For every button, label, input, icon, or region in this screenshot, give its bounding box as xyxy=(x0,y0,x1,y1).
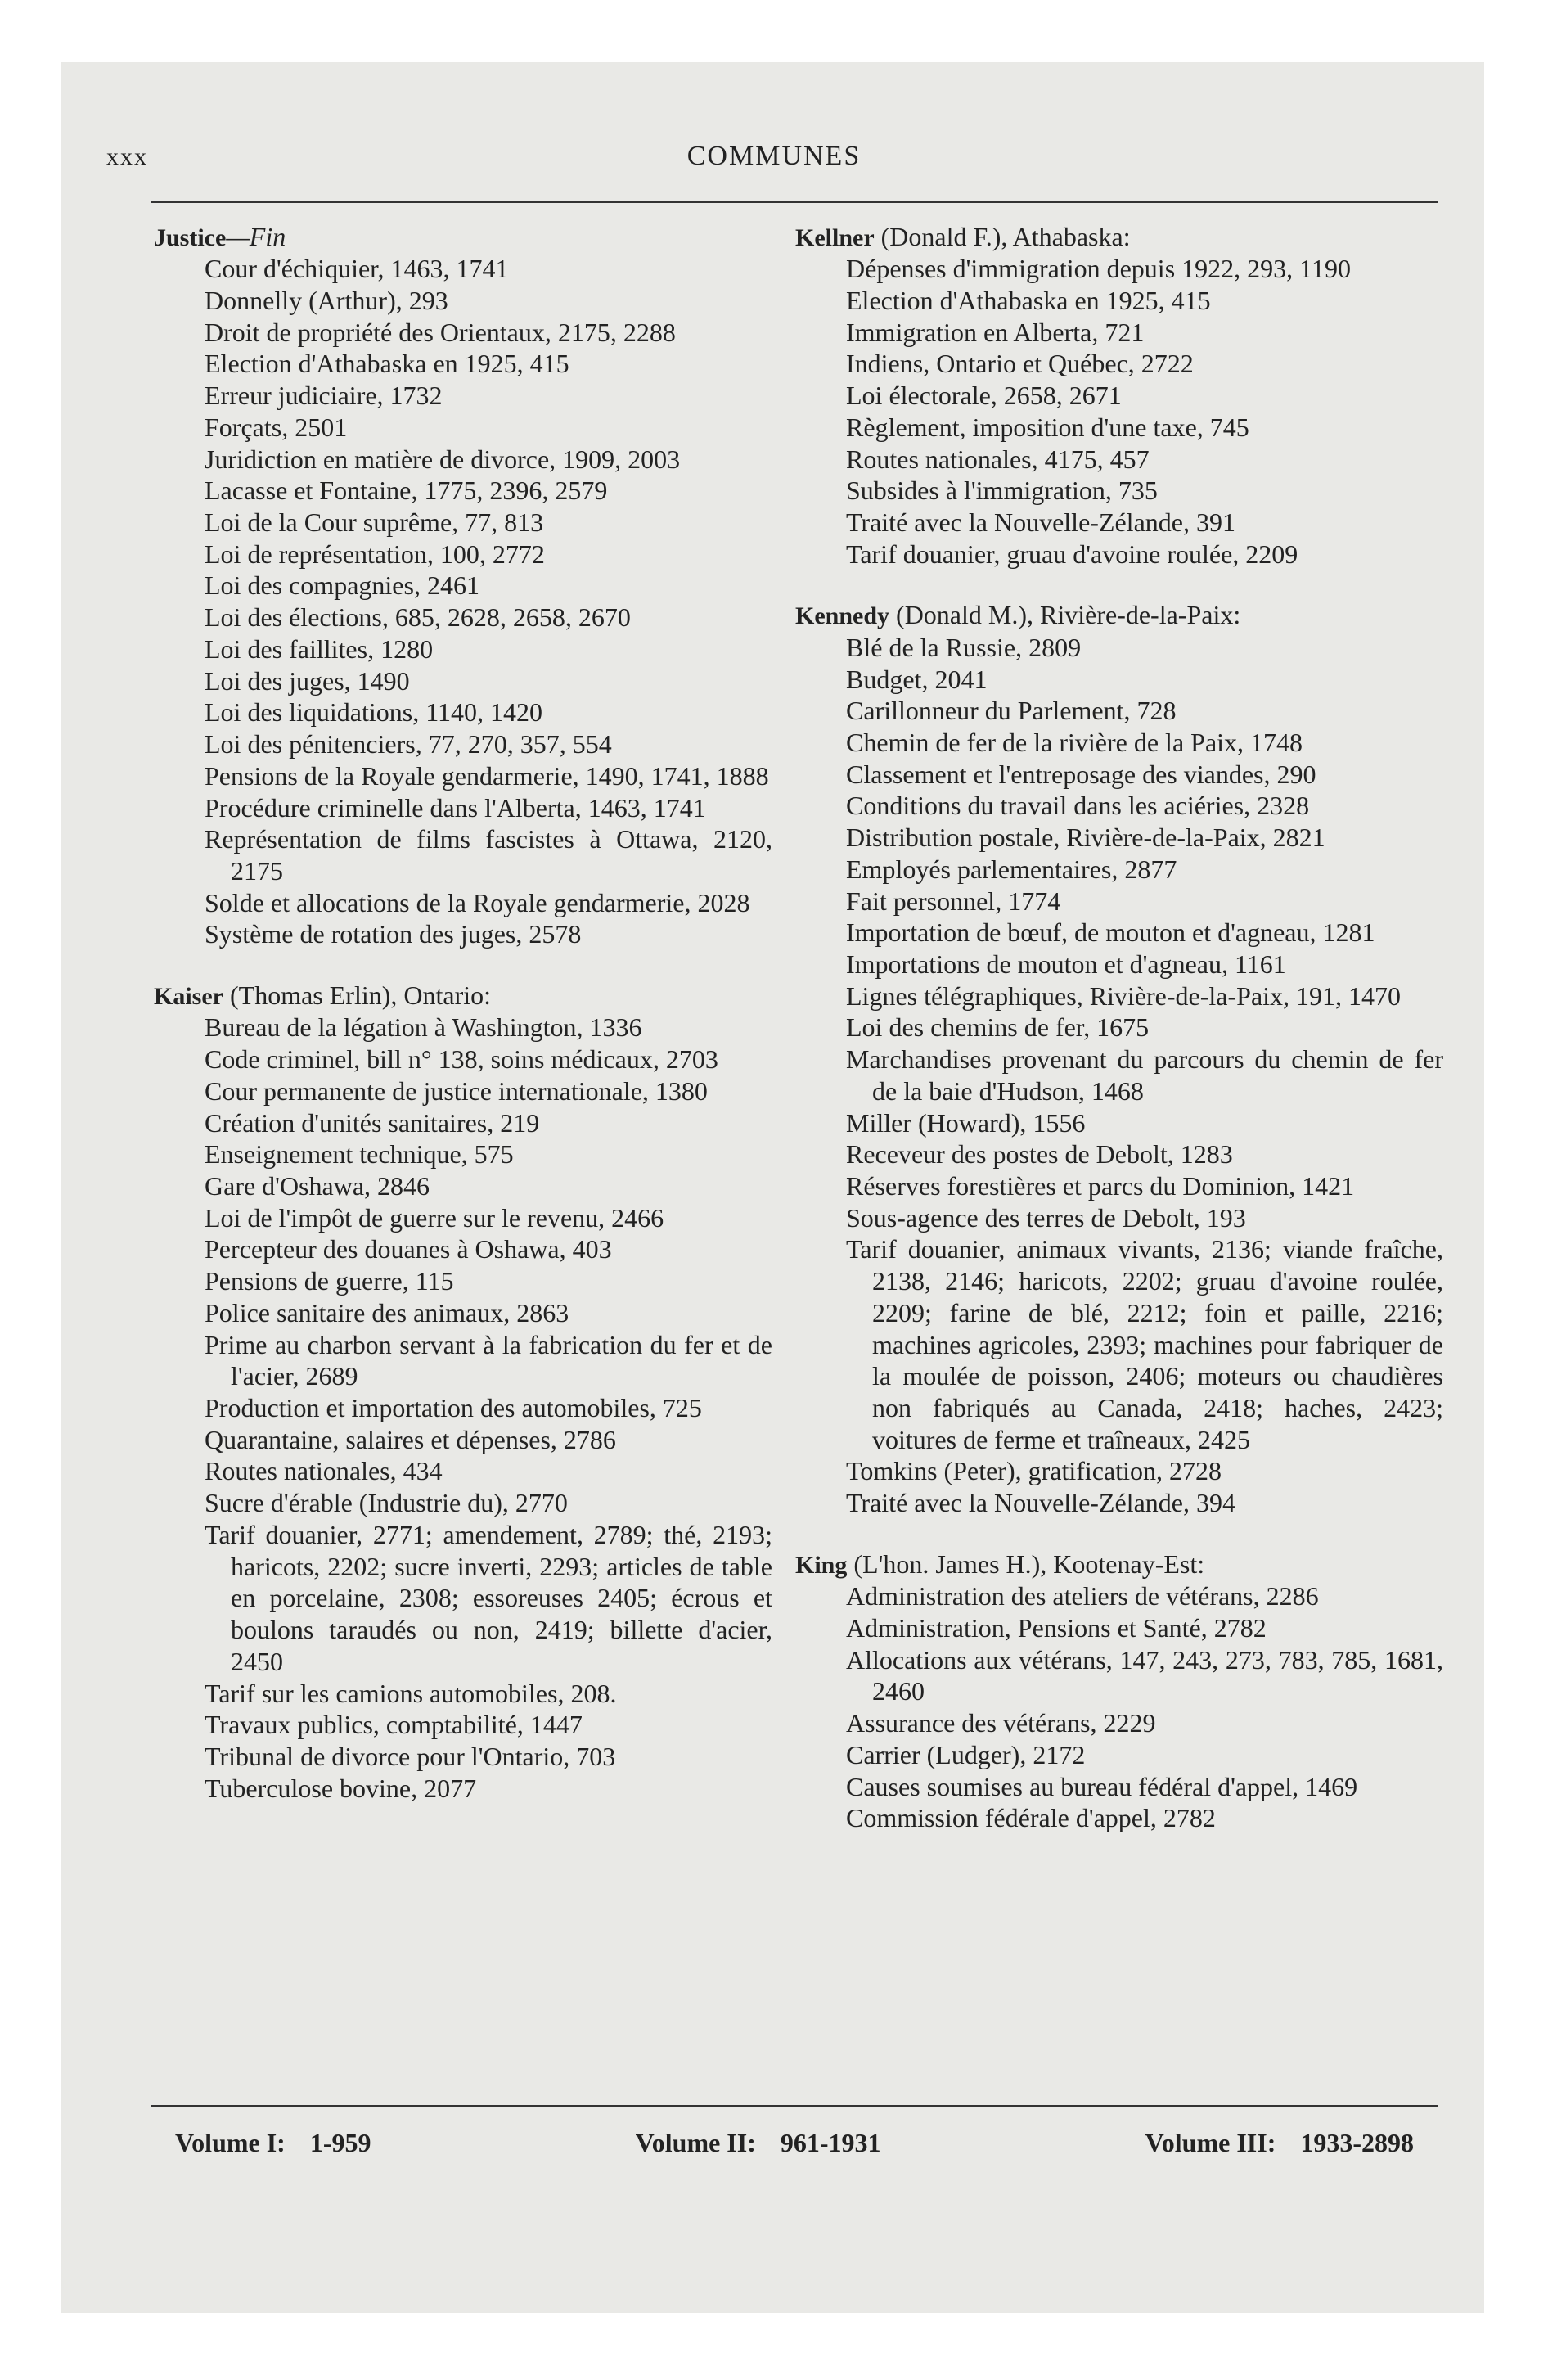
index-entry: Blé de la Russie, 2809 xyxy=(846,632,1082,662)
index-entry: Receveur des postes de Debolt, 1283 xyxy=(846,1139,1233,1170)
index-entry: Indiens, Ontario et Québec, 2722 xyxy=(846,349,1194,379)
index-entry: Pensions de la Royale gendarmerie, 1490, 1741, 1888 xyxy=(205,760,769,791)
index-entry: Cour d'échiquier, 1463, 1741 xyxy=(205,254,509,284)
index-section xyxy=(792,1548,1443,1834)
volume-2: Volume II: 961-1931 xyxy=(635,2128,881,2157)
index-entry: Code criminel, bill n° 138, soins médicaux, 2703 xyxy=(205,1044,718,1075)
index-entry: Tribunal de divorce pour l'Ontario, 703 xyxy=(205,1741,616,1771)
section-details: (Donald M.), Rivière-de-la-Paix: xyxy=(889,600,1241,630)
index-entry: Loi de représentation, 100, 2772 xyxy=(205,539,545,569)
section-name: Kaiser xyxy=(154,983,223,1011)
index-entry: Importations de mouton et d'agneau, 1161 xyxy=(846,949,1286,979)
section-name: Kellner xyxy=(795,224,875,251)
index-entry: Sous-agence des terres de Debolt, 193 xyxy=(846,1202,1246,1233)
index-entry: Erreur judiciaire, 1732 xyxy=(205,381,443,411)
index-entry: Assurance des vétérans, 2229 xyxy=(846,1708,1156,1738)
index-entry: Fait personnel, 1774 xyxy=(846,886,1061,916)
index-entry: Juridiction en matière de divorce, 1909, 2003 xyxy=(205,444,681,474)
index-entry: Election d'Athabaska en 1925, 415 xyxy=(205,349,569,379)
index-entry: Loi des élections, 685, 2628, 2658, 2670 xyxy=(205,602,631,633)
section-details: (Donald F.), Athabaska: xyxy=(874,222,1131,251)
index-entry: Loi des faillites, 1280 xyxy=(205,633,434,664)
section-details: (L'hon. James H.), Kootenay-Est: xyxy=(847,1548,1205,1579)
right-column xyxy=(792,221,1443,1864)
index-entry: Police sanitaire des animaux, 2863 xyxy=(205,1297,569,1327)
index-entry: Classement et l'entreposage des viandes, 290 xyxy=(846,759,1316,789)
left-column xyxy=(151,221,772,1833)
footer-rule xyxy=(151,2105,1438,2107)
index-entry: Création d'unités sanitaires, 219 xyxy=(205,1107,540,1138)
index-section xyxy=(792,599,1443,1518)
section-suffix: —Fin xyxy=(226,222,286,251)
section-heading xyxy=(792,221,1443,253)
index-entry: Règlement, imposition d'une taxe, 745 xyxy=(846,412,1249,442)
index-entry: Production et importation des automobiles, 725 xyxy=(205,1393,702,1423)
index-entry: Dépenses d'immigration depuis 1922, 293, 1190 xyxy=(846,254,1351,284)
index-entry: Miller (Howard), 1556 xyxy=(846,1107,1086,1138)
index-section xyxy=(151,221,772,950)
index-entry: Subsides à l'immigration, 735 xyxy=(846,476,1158,506)
index-entry: Election d'Athabaska en 1925, 415 xyxy=(846,286,1211,316)
index-entry: Lacasse et Fontaine, 1775, 2396, 2579 xyxy=(205,476,608,506)
page-title: COMMUNES xyxy=(686,141,862,171)
index-entry: Pensions de guerre, 115 xyxy=(205,1266,454,1296)
index-entry: Loi de la Cour suprême, 77, 813 xyxy=(205,507,544,538)
index-entry: Réserves forestières et parcs du Dominion, 1421 xyxy=(846,1171,1355,1201)
index-entry: Loi des compagnies, 2461 xyxy=(205,570,479,601)
index-entry: Importation de bœuf, de mouton et d'agneau, 1281 xyxy=(846,917,1375,948)
index-entry: Gare d'Oshawa, 2846 xyxy=(205,1171,430,1201)
index-entry: Immigration en Alberta, 721 xyxy=(846,317,1145,347)
volume-3: Volume III: 1933-2898 xyxy=(1145,2128,1414,2157)
index-entry: Forçats, 2501 xyxy=(205,412,348,442)
index-entry: Loi des pénitenciers, 77, 270, 357, 554 xyxy=(205,729,612,760)
header-rule xyxy=(151,201,1438,203)
index-entry: Carillonneur du Parlement, 728 xyxy=(846,696,1177,726)
volume-1: Volume I: 1-959 xyxy=(175,2128,371,2157)
index-entry: Conditions du travail dans les aciéries, 2328 xyxy=(846,791,1310,821)
index-entry: Tomkins (Peter), gratification, 2728 xyxy=(846,1456,1222,1486)
index-entry: Travaux publics, comptabilité, 1447 xyxy=(205,1710,583,1740)
index-entry: Droit de propriété des Orientaux, 2175, 2288 xyxy=(205,317,676,347)
volume-footer xyxy=(151,2128,1438,2158)
index-entry: Tarif douanier, gruau d'avoine roulée, 2209 xyxy=(846,539,1298,569)
index-entry: Budget, 2041 xyxy=(846,664,988,694)
index-entry: Procédure criminelle dans l'Alberta, 1463, 1741 xyxy=(205,792,706,823)
index-section xyxy=(151,980,772,1804)
section-heading xyxy=(151,221,772,253)
section-heading xyxy=(792,599,1443,631)
index-entry: Traité avec la Nouvelle-Zélande, 394 xyxy=(846,1488,1235,1518)
index-entry: Employés parlementaires, 2877 xyxy=(846,854,1177,884)
index-entry: Chemin de fer de la rivière de la Paix, 1748 xyxy=(846,727,1303,757)
index-entry: Donnelly (Arthur), 293 xyxy=(205,286,448,316)
index-entry: Carrier (Ludger), 2172 xyxy=(846,1739,1086,1769)
index-entry: Loi des chemins de fer, 1675 xyxy=(846,1012,1150,1043)
index-entry: Solde et allocations de la Royale gendarmerie, 2028 xyxy=(205,887,750,917)
index-entry: Quarantaine, salaires et dépenses, 2786 xyxy=(205,1424,616,1454)
section-name: King xyxy=(795,1551,848,1579)
index-entry: Loi de l'impôt de guerre sur le revenu, 2466 xyxy=(205,1202,664,1233)
index-entry: Distribution postale, Rivière-de-la-Paix, 2821 xyxy=(846,823,1325,853)
index-section xyxy=(792,221,1443,570)
index-entry: Administration, Pensions et Santé, 2782 xyxy=(846,1612,1267,1643)
page-number: xxx xyxy=(106,143,148,170)
index-entry: Tuberculose bovine, 2077 xyxy=(205,1773,477,1803)
index-entry: Routes nationales, 434 xyxy=(205,1456,443,1486)
index-entry: Traité avec la Nouvelle-Zélande, 391 xyxy=(846,507,1235,538)
index-entry: Cour permanente de justice internationale, 1380 xyxy=(205,1075,708,1106)
section-name: Kennedy xyxy=(795,602,890,630)
index-entry: Représentation de films fascistes à Ottawa, 2120, 2175 xyxy=(205,824,772,886)
index-entry: Tarif douanier, animaux vivants, 2136; viande fraîche, 2138, 2146; haricots, 2202; gruau d'avoine roulée, 2209; farine de blé, 2212; foin et paille, 2216; machines agricoles, 2393; machines pour fabriquer de la moulée de poisson, 2406; moteurs ou chaudières non fabriqués au Canada, 2418; haches, 2423; voitures de ferme et traîneaux, 2425 xyxy=(846,1234,1443,1454)
index-entry: Marchandises provenant du parcours du chemin de fer de la baie d'Hudson, 1468 xyxy=(846,1044,1443,1106)
index-entry: Causes soumises au bureau fédéral d'appel, 1469 xyxy=(846,1771,1358,1801)
index-entry: Administration des ateliers de vétérans, 2286 xyxy=(846,1581,1319,1611)
index-entry: Percepteur des douanes à Oshawa, 403 xyxy=(205,1234,612,1264)
index-entry: Système de rotation des juges, 2578 xyxy=(205,919,582,949)
index-entry: Routes nationales, 4175, 457 xyxy=(846,444,1150,474)
index-entry: Prime au charbon servant à la fabrication du fer et de l'acier, 2689 xyxy=(205,1329,772,1391)
index-entry: Bureau de la légation à Washington, 1336 xyxy=(205,1012,642,1043)
index-entry: Loi des juges, 1490 xyxy=(205,665,410,696)
index-entry: Enseignement technique, 575 xyxy=(205,1139,514,1170)
section-heading xyxy=(792,1548,1443,1580)
index-entry: Tarif sur les camions automobiles, 208. xyxy=(205,1678,617,1708)
index-entry: Sucre d'érable (Industrie du), 2770 xyxy=(205,1488,568,1518)
index-entry: Loi électorale, 2658, 2671 xyxy=(846,381,1122,411)
index-entry: Allocations aux vétérans, 147, 243, 273, 783, 785, 1681, 2460 xyxy=(846,1644,1443,1706)
index-entry: Lignes télégraphiques, Rivière-de-la-Paix, 191, 1470 xyxy=(846,980,1402,1011)
index-entry: Tarif douanier, 2771; amendement, 2789; thé, 2193; haricots, 2202; sucre inverti, 2293; articles de table en porcelaine, 2308; essoreuses 2405; écrous et boulons taraudés ou non, 2419; billette d'acier, 2450 xyxy=(205,1519,772,1676)
index-entry: Loi des liquidations, 1140, 1420 xyxy=(205,697,543,728)
index-entry: Commission fédérale d'appel, 2782 xyxy=(846,1803,1216,1833)
section-heading xyxy=(151,980,772,1012)
section-name: Justice xyxy=(154,224,227,251)
section-details: (Thomas Erlin), Ontario: xyxy=(223,980,492,1011)
